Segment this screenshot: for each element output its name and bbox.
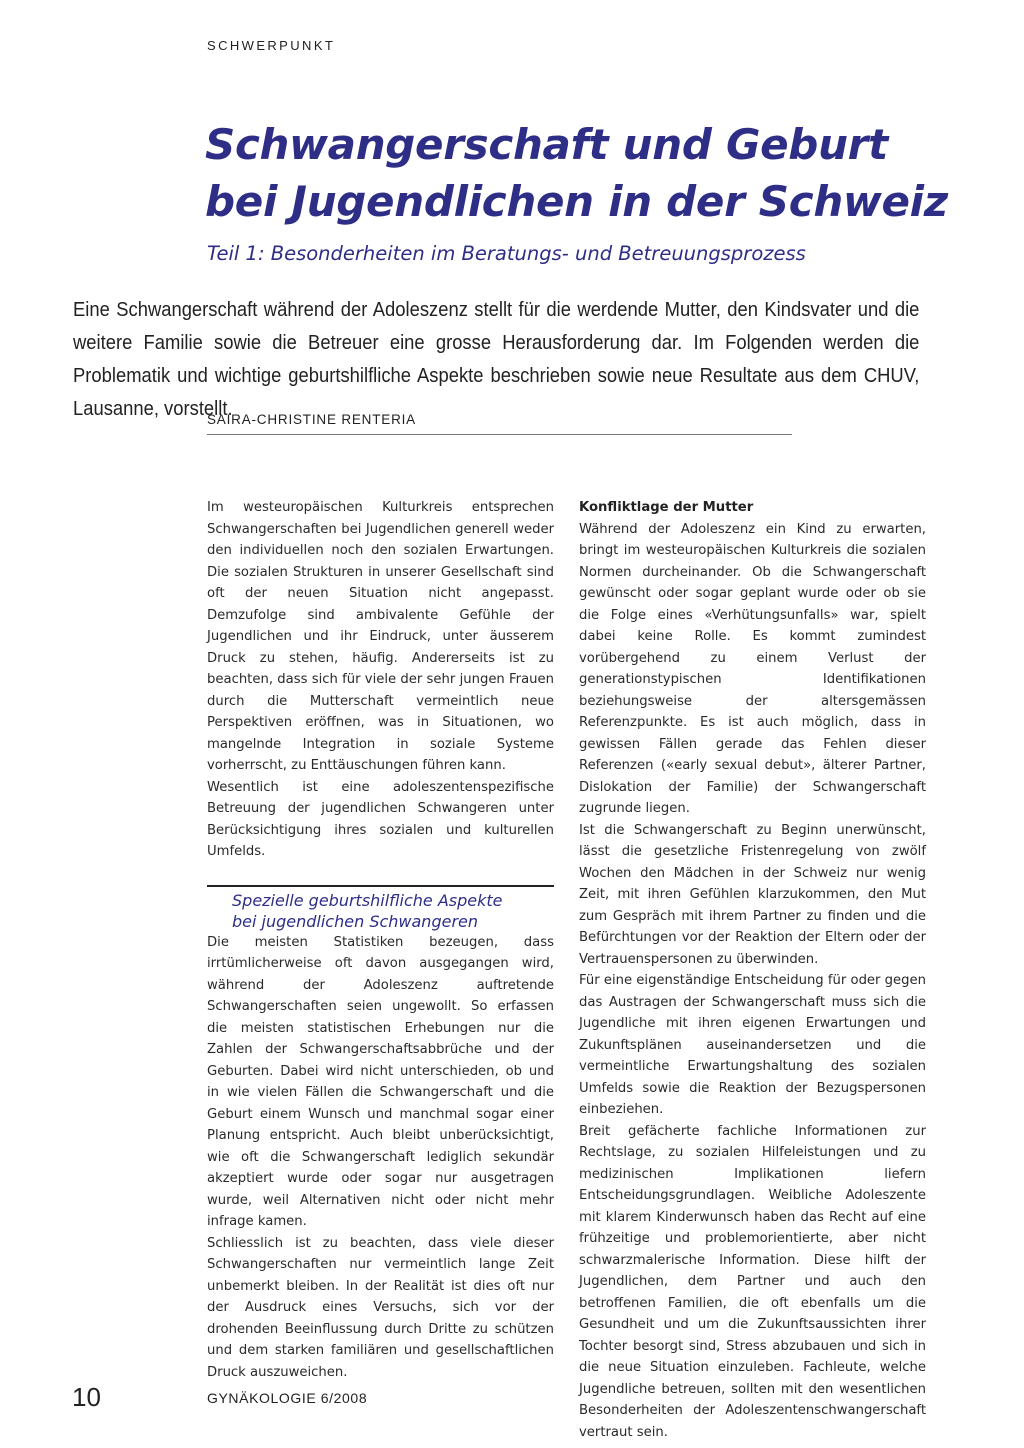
section-label: SCHWERPUNKT (207, 38, 336, 53)
right-paragraph-1: Während der Adoleszenz ein Kind zu erwarten, bringt im westeuropäischen Kulturkreis die sozialen Normen durcheinander. Ob die Schwangerschaft gewünscht oder sogar geplant wurde oder ob sie die Folge eines «Verhütungsunfalls» war, spielt dabei keine Rolle. Es kommt zumindest vorübergehend zu einem Verlust der generationstypischen Identifikationen beziehungsweise der altersgemässen Referenzpunkte. Es ist auch möglich, dass in gewissen Fällen gerade das Fehlen dieser Referenzen («early sexual debut», älterer Partner, Dislokation der Familie) der Schwangerschaft zugrunde liegen. (579, 521, 926, 816)
left-paragraph-1: Im westeuropäischen Kulturkreis entsprechen Schwangerschaften bei Jugendlichen generell weder den individuellen noch den sozialen Erwartungen. Die sozialen Strukturen in unserer Gesellschaft sind oft der neuen Situation nicht angepasst. Demzufolge sind ambivalente Gefühle der Jugendlichen und ihr Eindruck, unter äusserem Druck zu stehen, häufig. Andererseits ist zu beachten, dass sich für viele der sehr jungen Frauen durch die Mutterschaft vermeintlich neue Perspektiven eröffnen, was in Situationen, wo mangelnde Integration in soziale Systeme vorherrscht, zu Enttäuschungen führen kann. (207, 500, 554, 773)
subheading-line-2: bei jugendlichen Schwangeren (232, 911, 478, 931)
right-paragraph-2: Ist die Schwangerschaft zu Beginn unerwünscht, lässt die gesetzliche Fristenregelung von zwölf Wochen den Mädchen in der Schweiz nur wenig Zeit, mit ihren Gefühlen klarzukommen, den Mut zum Gespräch mit ihrem Partner zu finden und die Befürchtungen vor der Reaktion der Eltern oder der Vertrauenspersonen zu überwinden. (579, 822, 926, 967)
subheading-line-1: Spezielle geburtshilfliche Aspekte (232, 890, 503, 910)
article-author: SAIRA-CHRISTINE RENTERIA (207, 412, 416, 427)
left-paragraph-2: Wesentlich ist eine adoleszentenspezifische Betreuung der jugendlichen Schwangeren unter Berücksichtigung ihres sozialen und kulturellen Umfelds. (207, 779, 554, 859)
article-title-line-2: bei Jugendlichen in der Schweiz (205, 177, 948, 226)
page-number: 10 (72, 1382, 101, 1412)
right-paragraph-3: Für eine eigenständige Entscheidung für oder gegen das Austragen der Schwangerschaft muss sich die Jugendliche mit ihren eigenen Erwartungen und Zukunftsplänen auseinandersetzen und die vermeintliche Erwartungshaltung des sozialen Umfelds sowie die Reaktion der Bezugspersonen einbeziehen. (579, 973, 926, 1117)
author-divider (207, 434, 792, 435)
article-lead: Eine Schwangerschaft während der Adoleszenz stellt für die werdende Mutter, den Kindsvater und die weitere Familie sowie die Betreuer eine grosse Herausforderung dar. Im Folgenden werden die Problematik und wichtige geburtshilfliche Aspekte beschrieben sowie neue Resultate aus dem CHUV, Lausanne, vorstellt. (73, 299, 920, 420)
left-paragraph-3: Die meisten Statistiken bezeugen, dass irrtümlicherweise oft davon ausgegangen wird, während der Adoleszenz auftretende Schwangerschaften seien ungewollt. So erfassen die meisten statistischen Erhebungen nur die Zahlen der Schwangerschaftsabbrüche und der Geburten. Dabei wird nicht unterschieden, ob und in wie vielen Fällen die Schwangerschaft und die Geburt einem Wunsch und manchmal sogar einer Planung entspricht. Auch bleibt unberücksichtigt, wie oft die Schwangerschaft lediglich sekundär akzeptiert wurde oder sogar nur ausgetragen wurde, weil Alternativen nicht oder nicht mehr infrage kamen. (207, 934, 554, 1229)
journal-issue: GYNÄKOLOGIE 6/2008 (207, 1390, 368, 1406)
section-subheading (207, 885, 554, 932)
article-title-line-1: Schwangerschaft und Geburt (205, 120, 888, 169)
left-column (207, 497, 554, 1383)
right-column (579, 497, 926, 1443)
left-paragraph-4: Schliesslich ist zu beachten, dass viele dieser Schwangerschaften nur vermeintlich lange Zeit unbemerkt bleiben. In der Realität ist dies oft nur der Ausdruck eines Versuchs, sich vor der drohenden Beeinflussung durch Dritte zu schützen und dem starken familiären und gesellschaftlichen Druck auszuweichen. (207, 1235, 554, 1380)
article-title (205, 116, 948, 230)
right-column-heading: Konfliktlage der Mutter (579, 500, 754, 515)
right-paragraph-4: Breit gefächerte fachliche Informationen zur Rechtslage, zu sozialen Hilfeleistungen und zu medizinischen Implikationen liefern Entscheidungsgrundlagen. Weibliche Adoleszente mit klarem Kinderwunsch haben das Recht auf eine frühzeitige und problemorientierte, aber nicht schwarzmalerische Information. Diese hilft der Jugendlichen, dem Partner und auch den betroffenen Familien, die oft ebenfalls um die Gesundheit und um die Zukunftsaussichten ihrer Tochter besorgt sind, Stress abzubauen und sich in die neue Situation einzuleben. Fachleute, welche Jugendliche betreuen, sollten mit den wesentlichen Besonderheiten der Adoleszentenschwangerschaft vertraut sein. (579, 1123, 926, 1440)
article-subtitle: Teil 1: Besonderheiten im Beratungs- und Betreuungsprozess (207, 242, 806, 265)
